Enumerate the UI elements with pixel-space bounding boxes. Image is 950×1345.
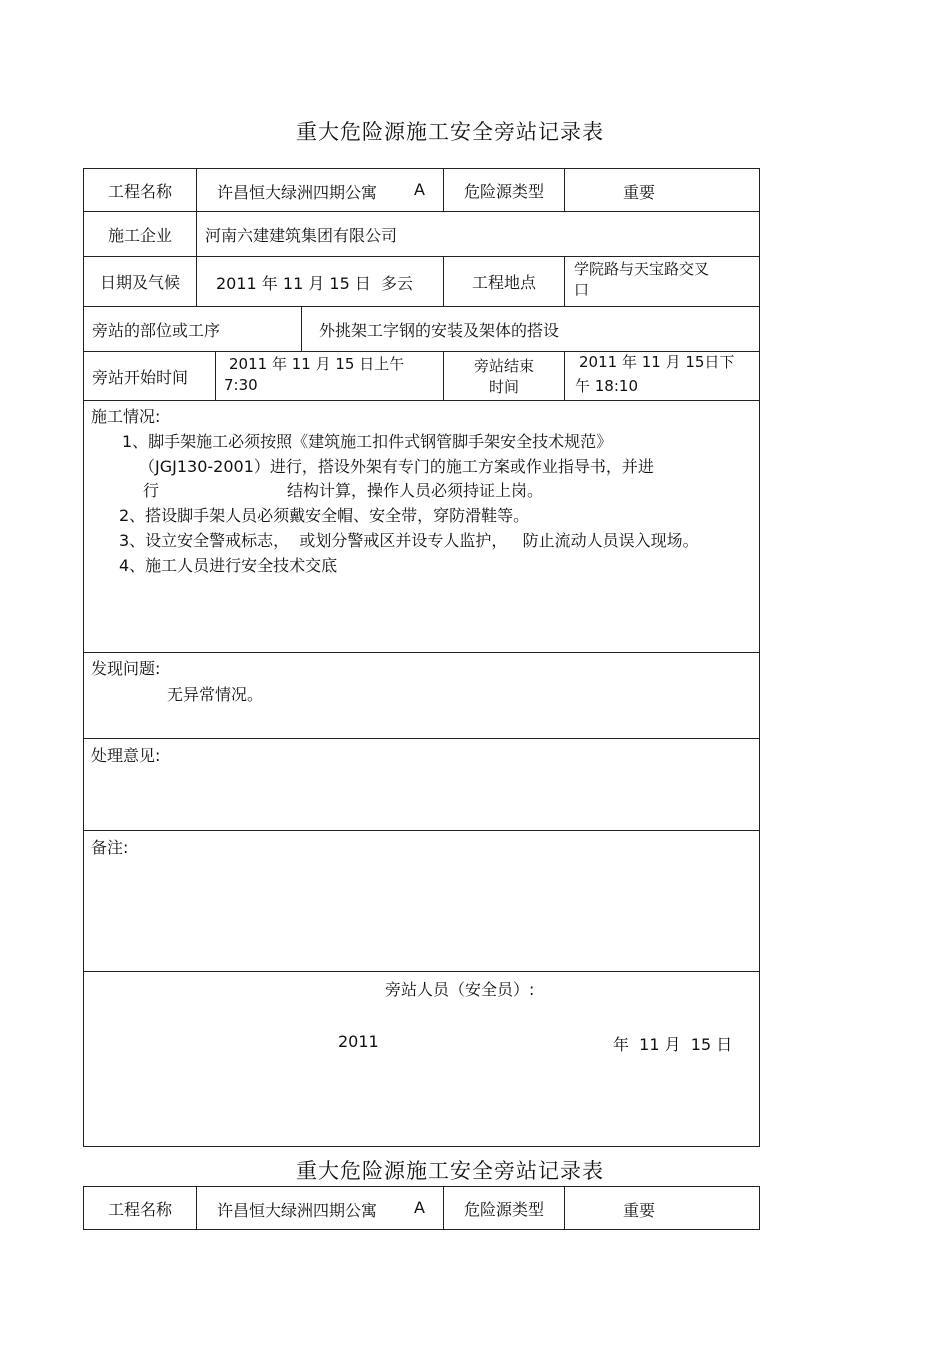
hazard-type-label-2: 危险源类型 [443,1186,565,1230]
position-value: 外挑架工字钢的安装及架体的搭设 [319,321,560,340]
construction-line-3a: 行 [143,481,160,500]
project-name-label: 工程名称 [83,168,197,212]
sign-date: 年 11 月 15 日 [613,1035,733,1054]
position-cell [301,306,760,352]
project-name-label-2: 工程名称 [83,1186,197,1230]
remarks-label: 备注: [91,838,129,857]
hazard-type-value-2: 重要 [623,1201,656,1220]
remarks-section [83,830,760,972]
hazard-type-value: 重要 [623,183,656,202]
construction-label: 施工情况: [91,407,161,426]
hazard-type-cell-2 [564,1186,760,1230]
project-name-suffix-2: A [414,1198,425,1217]
end-time-line2: 午 18:10 [575,377,638,395]
signature-section [83,971,760,1147]
start-time-cell [215,351,444,401]
hazard-type-cell [564,168,760,212]
company-label: 施工企业 [83,211,197,257]
end-time-label-cell [443,351,565,401]
construction-line-6: 4、施工人员进行安全技术交底 [119,556,338,575]
date-weather-cell [196,256,444,307]
site-value-line2: 口 [574,281,590,299]
construction-line-5: 3、设立安全警戒标志， 或划分警戒区并设专人监护， 防止流动人员误入现场。 [119,531,699,550]
sign-year: 2011 [338,1032,379,1051]
project-name-value: 许昌恒大绿洲四期公寓 [217,183,378,202]
project-name-cell [196,168,444,212]
opinion-label: 处理意见: [91,746,161,765]
site-value-line1: 学院路与天宝路交叉 [574,260,710,278]
problems-section [83,652,760,739]
problems-label: 发现问题: [91,659,161,678]
position-label: 旁站的部位或工序 [83,306,302,352]
construction-line-1: 1、脚手架施工必须按照《建筑施工扣件式钢管脚手架安全技术规范》 [122,432,613,451]
page-title: 重大危险源施工安全旁站记录表 [296,120,604,144]
start-time-line2: 7:30 [224,376,258,394]
opinion-section [83,738,760,831]
date-weather-value: 2011 年 11 月 15 日 多云 [216,274,414,293]
project-name-suffix: A [414,180,425,199]
project-name-cell-2 [196,1186,444,1230]
project-name-value-2: 许昌恒大绿洲四期公寓 [217,1201,378,1220]
page-title-2: 重大危险源施工安全旁站记录表 [296,1159,604,1183]
company-value: 河南六建建筑集团有限公司 [196,211,760,257]
construction-line-3b: 结构计算，操作人员必须持证上岗。 [287,481,544,500]
site-label: 工程地点 [443,256,565,307]
start-time-line1: 2011 年 11 月 15 日上午 [229,355,405,373]
date-weather-label: 日期及气候 [83,256,197,307]
supervisor-label: 旁站人员（安全员）: [385,980,535,999]
end-time-cell [564,351,760,401]
site-cell [564,256,760,307]
construction-section [83,400,760,653]
end-time-line1: 2011 年 11 月 15日下 [579,353,735,371]
construction-line-4: 2、搭设脚手架人员必须戴安全帽、安全带，穿防滑鞋等。 [119,506,530,525]
hazard-type-label: 危险源类型 [443,168,565,212]
end-time-label-line2: 时间 [488,378,519,396]
start-time-label: 旁站开始时间 [83,351,216,401]
end-time-label-line1: 旁站结束 [473,357,534,375]
problems-value: 无异常情况。 [167,685,264,704]
construction-line-2: （JGJ130-2001）进行，搭设外架有专门的施工方案或作业指导书，并进 [139,457,654,476]
